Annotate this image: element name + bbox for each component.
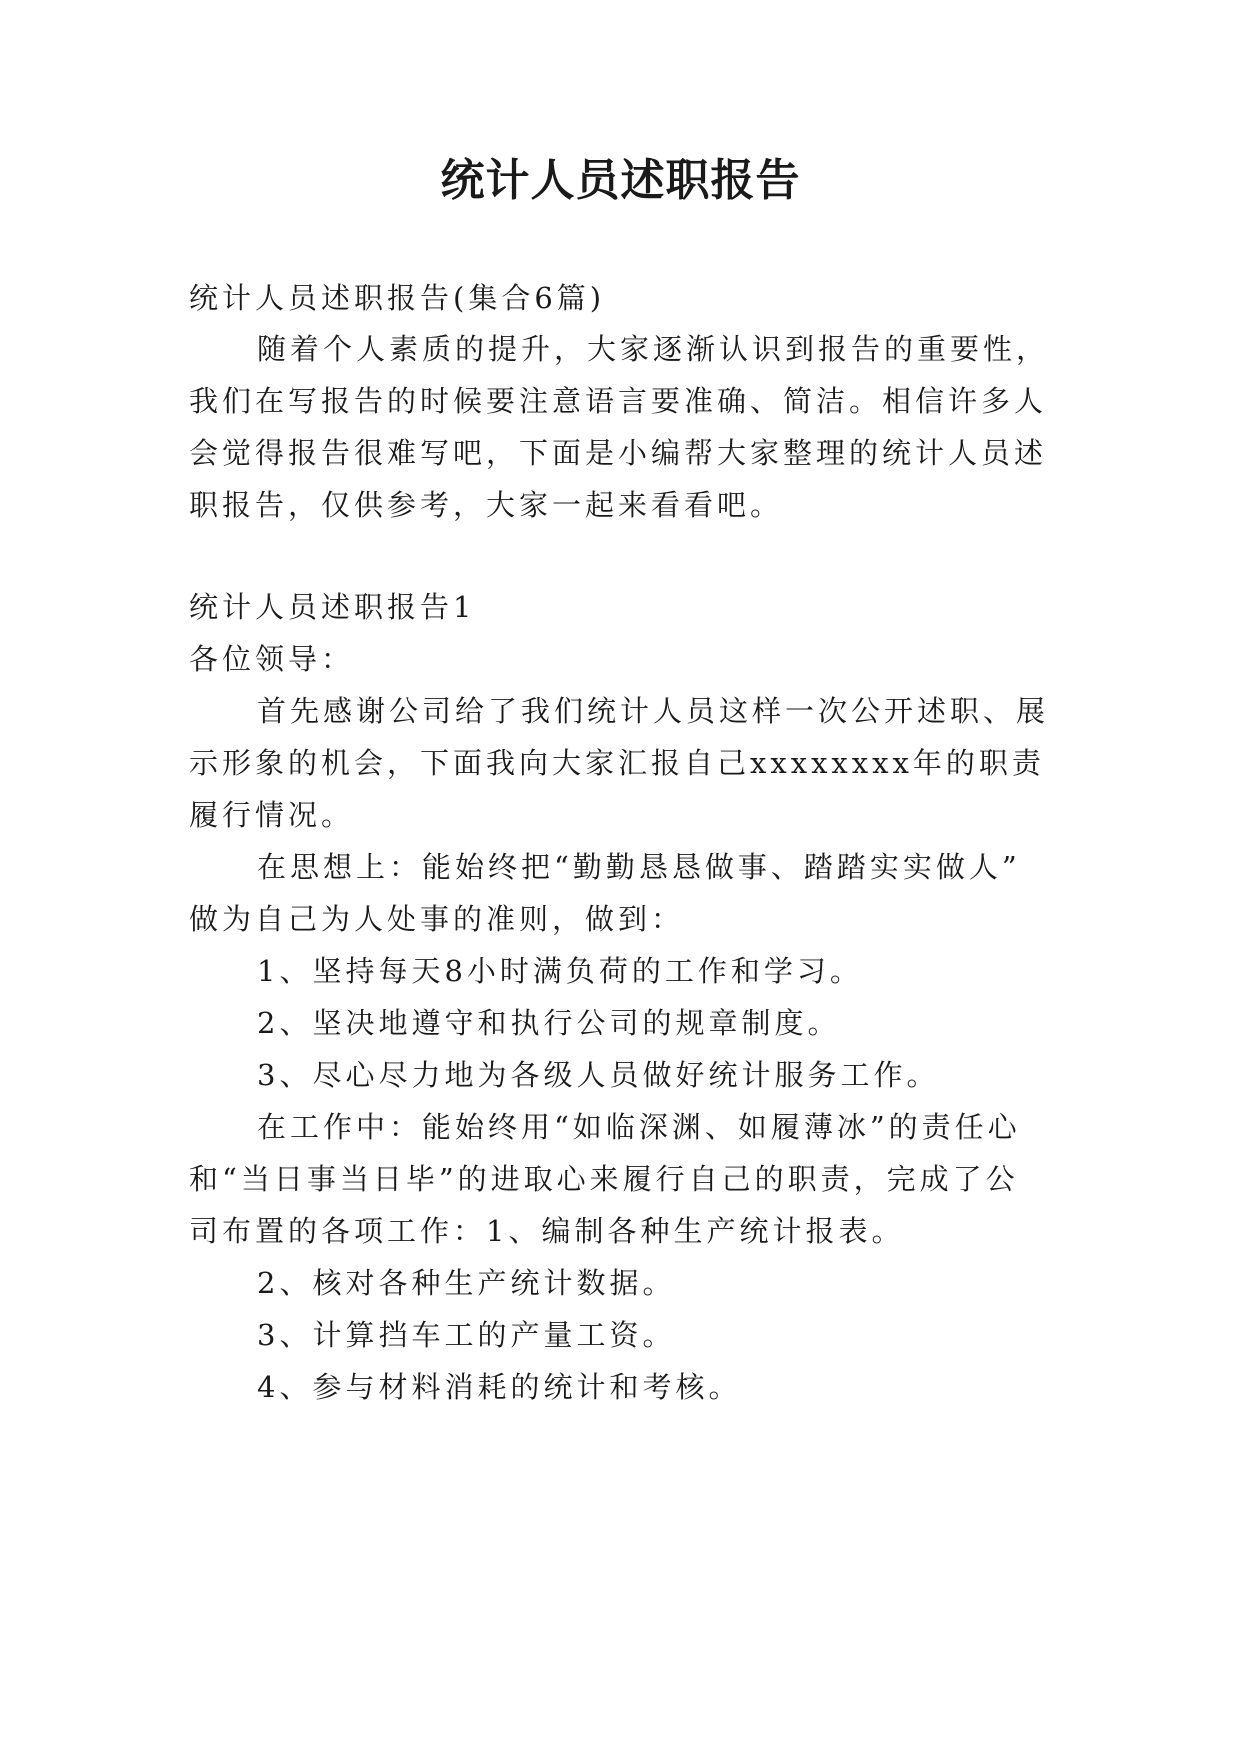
list-item: 3、计算挡车工的产量工资。	[257, 1318, 676, 1352]
list-item: 1、坚持每天8小时满负荷的工作和学习。	[257, 954, 863, 988]
list-item: 2、坚决地遵守和执行公司的规章制度。	[257, 1006, 841, 1040]
intro-paragraph-line: 会觉得报告很难写吧，下面是小编帮大家整理的统计人员述	[189, 436, 1048, 470]
list-item: 4、参与材料消耗的统计和考核。	[257, 1370, 742, 1404]
body-paragraph-line: 履行情况。	[189, 798, 355, 832]
intro-paragraph-line: 随着个人素质的提升，大家逐渐认识到报告的重要性，	[257, 332, 1050, 366]
body-paragraph-line: 和“当日事当日毕”的进取心来履行自己的职责，完成了公	[189, 1162, 1019, 1196]
collection-subtitle: 统计人员述职报告(集合6篇)	[189, 281, 606, 315]
intro-paragraph-line: 职报告，仅供参考，大家一起来看看吧。	[189, 488, 784, 522]
salutation: 各位领导：	[189, 642, 355, 676]
list-item: 3、尽心尽力地为各级人员做好统计服务工作。	[257, 1058, 940, 1092]
intro-paragraph-line: 我们在写报告的时候要注意语言要准确、简洁。相信许多人	[189, 384, 1048, 418]
section-heading: 统计人员述职报告1	[189, 590, 476, 624]
body-paragraph-line: 示形象的机会，下面我向大家汇报自己xxxxxxxx年的职责	[189, 746, 1045, 780]
body-paragraph-line: 首先感谢公司给了我们统计人员这样一次公开述职、展	[257, 694, 1050, 728]
body-paragraph-line: 在工作中：能始终用“如临深渊、如履薄冰”的责任心	[257, 1110, 1021, 1144]
body-paragraph-line: 司布置的各项工作：1、编制各种生产统计报表。	[189, 1214, 905, 1248]
body-paragraph-line: 在思想上：能始终把“勤勤恳恳做事、踏踏实实做人”	[257, 850, 1021, 884]
document-title: 统计人员述职报告	[440, 155, 801, 206]
list-item: 2、核对各种生产统计数据。	[257, 1266, 676, 1300]
body-paragraph-line: 做为自己为人处事的准则，做到：	[189, 902, 685, 936]
